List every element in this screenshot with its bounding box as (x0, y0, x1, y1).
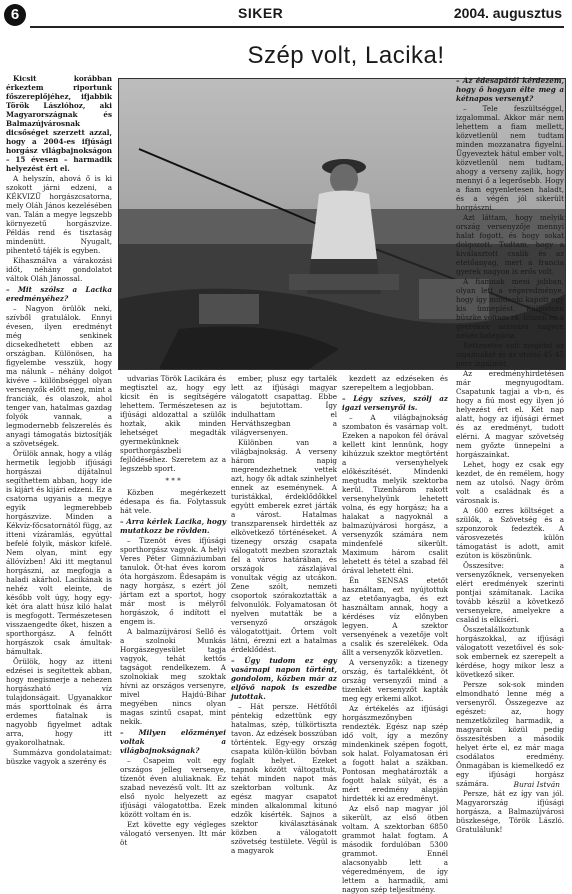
page-header (0, 0, 572, 30)
article-paragraph: Összesítve: a versenyzőknek, versenyeken elért eredmények szerinti pontjai számítanak. Lacika tovább készül a következő versenyekre, amelyekre a család is elkíséri. (456, 561, 564, 624)
article-paragraph: – Nagyon örülök neki, szívből gratulálok. Ennyi évesen, ilyen eredményt még senkinek dicsekedhetett ebben az országban. Különösen, ha figyelembe vesszük, hogy ma nálunk – néhány dolgot kivéve – különbséggel olyan versenyzők előtt meg, mint a franciák, és olaszok, ahol tenger van, hatalmas gazdag folyók vannak, a legmodernebb felszerelés és anyagi támogatás biztosítják a szövetségek. (6, 304, 112, 448)
header-rule (30, 26, 564, 28)
article-paragraph: kezdett az edzéseken és szerepeltem a legjobban. (342, 374, 448, 392)
article-paragraph: Közben megérkezett édesapa és fia. Folytassuk hát vele. (120, 488, 226, 515)
article-paragraph: A balmazújvárosi Sellő és a szolnoki Munkás Horgászegyesület tagja vagyok, tehát kettős tagságot rendelkezem. A szolnokiak meg szoktak hívni az országos versenyre, mivel Hajdú-Bihar megyében nincs olyan magas szintű csapat, mint nekik. (120, 627, 226, 726)
article-paragraph: Az első nap magyar jól sikerült, az első ötben voltam. A szektorban 6850 grammot halat fogtam. A második fordulóban 5300 grammot. Ennél alacsonyabb lett a végeredményem, de így lettem a harmadik, ami nagyon szép teljesítmény. (342, 804, 448, 894)
article-column-2 (120, 374, 226, 847)
article-column-4 (342, 374, 448, 894)
article-paragraph: Persze sok-sok minden elmondható lenne még a versenyről. Összegezve az egészet: az, hogy nemzetközileg harmadik, a magyarok közül pedig összesítésben a második helyet érte el, ez már maga csodálatos eredmény. Önmagában is kiemelkedő ez egy ifjúsági horgász számára. (456, 680, 564, 788)
article-paragraph: Summázva gondolataimat: büszke vagyok a szerény és (6, 748, 112, 766)
article-paragraph: Az értékelés az ifjúsági horgászmezőnyben rendezték. Egész nap szép idő volt, így a mezőny mindenkinek szépen fogott, sok halat. Folyamatosan éri a fogott halat a szákban. Pontosan meghatározták a fogott halak súlyát, és a mért eredmény alapján hirdették ki az eredményt. (342, 704, 448, 803)
interview-question: – Mit szólsz a Lacika eredményéhez? (6, 285, 112, 303)
article-paragraph: Különben van a világbajnokság. A verseny három napig megrendezhetnek vettek azt, hogy ők adtak szinhelyet ennek az eseménynek. A turistákkal, érdeklődőkkel együtt emberek ezret járták a várost. Hatalmas transzparensek hirdették az elkövetkező történéseket. A tizenegy ország csapata válogatott mezben szoraztak fel a város határában, és országok zászlajával vonultak végig az utcákon. Zene szólt, nemzeti csoportok szórakoztatták a felvonulók. Folyamatosan öt nyelven mutatták be a versenyző országok válogatottjait. Őrtem volt látni, érezni ezt a hatalmas érdeklődést. (231, 438, 337, 654)
article-paragraph: udvarias Török Lacikára és megtisztel az, hogy egy kicsit én is segítségére lehettem. Természetesen az ifjúsági aldozattal a szülők hoztak, akik minden lehetséget megadták gyermekünknek sporthorgászbeli fejlődéséhez. Szeretem az a legszebb sport. (120, 374, 226, 473)
article-paragraph: Kihasználva a várakozási időt, néhány gondolatot váltok Oláh Jánossal. (6, 256, 112, 283)
article-paragraph: A helyszín, ahová ő is ki szokott járni edzeni, a KÉKVIZŰ horgászcsatorna, mely Oláh János kezelésében van. Talán a megye legszebb környezetű horgászvize. Példás rend és tisztaság mindenütt. Nyugalt, pihentető tájék is egyben. (6, 174, 112, 255)
interview-question: – Úgy tudom ez egy vasárnapi napon történt, gondolom, közben már az eljövő napok is eszedbe jutottak. (231, 656, 337, 701)
article-column-3 (231, 374, 337, 855)
article-paragraph: Örülök, hogy az itteni edzései is segítettek abban, hogy megismerje a nehezen horgászható víz tulajdonságait. Ugyanakkor más sporttolnak és árra erdemes fiatalnak is nagyobb figyelmet adtak arra, hogy itt gyakorolhatnak. (6, 657, 112, 747)
article-paragraph: – Csapeim volt egy országos jelleg versenye, tízenöt éven aluliaknak. Ez szabad nevezésű volt. Itt az első nyolc helyezett az ifjúsági válogatottba. Ezek között voltam én is. (120, 756, 226, 819)
page-number: 6 (4, 4, 26, 26)
article-paragraph: Lehet, hogy ez csak egy kezdet, de én remélem, hogy nem az utolsó. Nagy öröm volt a családnak és a városnak is. (456, 460, 564, 505)
article-paragraph: Azt láttam, hogy melyik ország versenyzője mennyi halat fogott, és hogy sokat dolgozott. Tudtam, hogy a kiválasztott csalik és az etetőanyag, mert a francia gyerek nagyon is erős volt. (456, 213, 564, 276)
interview-question: – Légy szíves, szólj az igazi versenyről is. (342, 394, 448, 412)
article-paragraph: Persze, hát ez így van jól. Magyarország ifjúsági horgásza, a Balmazújvárosi büszkesége, Török László. Gratulálunk! (456, 789, 564, 834)
article-paragraph: Én SENSAS etetőt használtam, ezt nyújtottuk az etetőanyagba, és ezt használtam annak, hogy a kérdéses víz előnyben legyen. A szektor versenyének a vezetője volt a csalik és szerelékek. Oda állt a versenyzők közvetlen. (342, 576, 448, 657)
interview-question: – Milyen előzményei voltak a világbajnokságnak? (120, 728, 226, 755)
article-paragraph: – Tele feszültséggel, izgalommal. Akkor már nem lehettem a fiam mellett, közvetlenül nem tudtam minden mozzanatra figyelni. Ügyeveztek hátul ember volt, közvetlenül nem tudtam, ahogy a verseny zajlik, hogy mennyi ő a legerősebb. Hogy a fiam egyenletesen haladt, és a végén jól sikerült horgászni. (456, 104, 564, 212)
article-column-1 (6, 74, 112, 794)
article-paragraph: – Tizenöt éves ifjúsági sporthorgász vagyok. A helyi Veres Péter Gimnáziumban tanulok. Öt-hat éves korom óta horgászom. Édesapám is nagy horgász, s ezért jól jártam ezt a sportot, hogy már most is mélyről horgászok, ő indított el engem is. (120, 536, 226, 626)
section-separator: * * * (165, 476, 181, 485)
article-paragraph: Rettenetes volt megélni az izgalmakat és az utolsó 45-45 perc izgalmát. (456, 341, 564, 368)
interview-question: – Arra kérlek Lacika, hogy mutatkozz be rövlden. (120, 517, 226, 535)
article-lead: Kicsit korábban érkeztem riportunk főszereplőjéhez, ifjabbik Török Lászlóhoz, aki Magyarországnak és Balmazújvárosnak dicsőséget szerzett azzal, hogy a 2004-es ifjúsági horgász világbajnokságon – 15 évesen – harmadik helyezést ért el. (6, 74, 112, 173)
article-paragraph: Örülök annak, hogy a világ hermetik legjobb ifjúsági horgászai díjátalnul segíthettem abban, hogy ide is kijárt és kijári edzeni. Ez a csatorna ugyanis a megye egyik legmerebbeb horgászvize. Minden a Kékvíz-főcsatornától függ, az itteni vízáramlás, egyúttal befelé folyik, máskor kifelé. Nem olyan, mint egy állóvízben! Aki itt megtanul horgászni, az megfogja a haladi akárhol. Lacikának is nehéz volt eleinte, de később volt úgy, hogy egy-két óra alatt húsz kiló halat is megfogott. Természetesen visszaengedte őket, hiszen a sporthorgász. A felnőtt horgászok csak ámultak-bámultak. (6, 449, 112, 656)
issue-date: 2004. augusztus (453, 5, 562, 21)
article-paragraph: – A világbajnokság szombaton és vasárnap volt. Ezeken a napokon fél órával kellett kint lennünk, hogy kihúzzuk szektor megtörtént a versenyhelyek előkészítését. Mindenki megtudta melyik szektorba kerül. Tizenhárom rakott versenyhelyünk lehetett volna, és egy horgász; ha a halakat a nagyoknál a balmazújvárosi horgász, a versenyzők számára nem mindenfelé sikerült. Maximum három csalit lehetett és tétel a szabad fél órával lehetett élni. (342, 413, 448, 575)
article-paragraph: – Hát persze. Hétfőtől péntekig edzettünk egy hatalmas, szép, túlkörtiszta tavon. Az edzések bosszúban történtek. Egy-egy ország csapata külön-külön bóvban foglalt helyet. Ezeket napnok között váltogattuk, tehát minden napot más szektorban voltunk. Az egész magyar csapatot minden alkalommal kitunó edzők kísérték. Sajnos a szektor kiválasztásának közben a válogatott szövetség testülete. Végül is a magyarok (231, 702, 337, 855)
article-paragraph: A fiamnak meni jobban, olyan lett a végeredménye, hogy így mindenki kapott egy kis ünneplést. Különösen büszke voltam rá, hiszen ez a gyerekek számára nagyon nehéz kategória. (456, 277, 564, 340)
article-paragraph: A 600 ezres költséget a szülők, a Szövetség és a szponzorok fedezték. A városvezetés külön támogatást is adott, amit ezúton is köszönünk. (456, 506, 564, 560)
article-paragraph: Az eredményhirdetésen már megnyugodtam. Csapatunk tagjai a vb-n, és hogy a fiú most egy ilyen jó helyezést ért el. Két nap alatt, hogy az ifjúsági érmet és az eredményt, tudott elérni. A magyar szövetség nem győzte ünnepelni a horgászainkat. (456, 369, 564, 459)
article-paragraph: ember, plusz egy tartalék lett az ifjúsági magyar válogatott csapattag. Ebbe is bejutottam. Így indulhattam el Herváthszegban a világversenyen. (231, 374, 337, 437)
newspaper-name: SIKER (238, 5, 284, 21)
article-author: Burai István (513, 780, 560, 789)
article-paragraph: Összetalálkoztunk a horgászokkal, az ifjúsági válogatott vezetőivel és sok-sok embernek ez szerepelt a kérdése, hogy mikor lesz a következő siker. (456, 625, 564, 679)
article-paragraph: A versenyzők: a tizenegy ország, és tartalékként, öt ország versenyzői mind a tizenkét versenyzőt kapták meg egy erkemi alkot. (342, 658, 448, 703)
article-headline: Szép volt, Lacika! (247, 42, 445, 69)
interview-question: – Az édesapától kérdezem, hogy ő hogyan élte meg a kétnapos versenyt? (456, 76, 564, 103)
article-paragraph: Ezt követte egy végleges válogató versenyen. Itt már öt (120, 820, 226, 847)
